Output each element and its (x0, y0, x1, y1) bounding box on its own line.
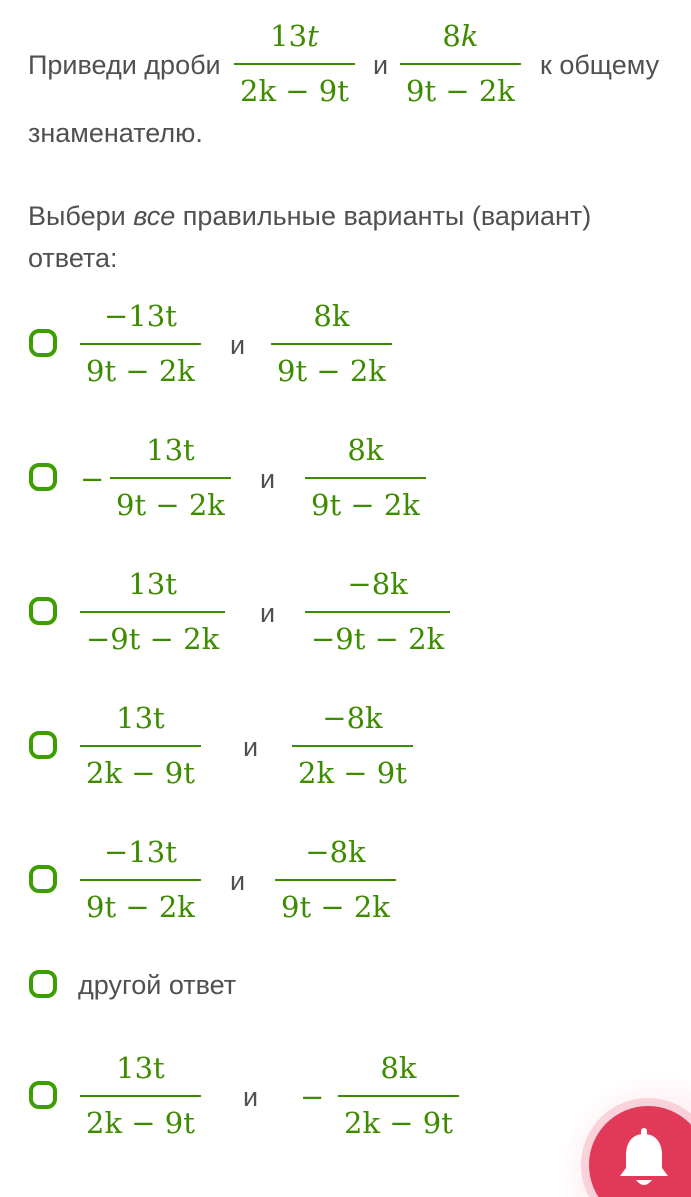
option-2-connector: и (260, 464, 276, 494)
denominator: 9t − 2k (277, 354, 386, 388)
task-suffix: к общему (540, 50, 660, 80)
numerator: −8k (322, 701, 383, 735)
option-4-connector: и (243, 732, 259, 762)
fraction-bar (275, 879, 396, 881)
fraction-bar (305, 477, 426, 479)
option-7-middle-minus: − (300, 1080, 325, 1114)
numerator: 13t (128, 567, 177, 601)
option-5-connector: и (230, 866, 246, 896)
task-fraction-1-denominator: 2k − 9t (240, 74, 349, 108)
option-3-fraction-2 (305, 564, 450, 659)
task-fraction-2-denominator: 9t − 2k (406, 74, 515, 108)
task-fraction-1-numerator: 13t (270, 19, 319, 53)
option-6-label[interactable]: другой ответ (78, 970, 237, 1000)
denominator: −9t − 2k (86, 622, 220, 656)
option-5-checkbox[interactable] (29, 865, 57, 893)
denominator: 2k − 9t (344, 1106, 453, 1140)
option-1-fraction-2 (271, 296, 392, 391)
denominator: 2k − 9t (86, 1106, 195, 1140)
numerator: 13t (116, 701, 165, 735)
option-6-checkbox[interactable] (29, 970, 57, 998)
option-1-connector: и (230, 330, 246, 360)
fraction-bar (400, 63, 521, 65)
fraction-bar (110, 477, 231, 479)
numerator: 13t (116, 1051, 165, 1085)
option-3-fraction-1 (80, 564, 225, 659)
denominator: 9t − 2k (86, 890, 195, 924)
numerator: −8k (347, 567, 408, 601)
fraction-bar (80, 879, 201, 881)
option-2-fraction-1 (110, 430, 231, 525)
fraction-bar (338, 1095, 459, 1097)
numerator: 8k (347, 433, 384, 467)
option-2-fraction-2 (305, 430, 426, 525)
instruction-line-2: ответа: (28, 243, 118, 273)
fraction-bar (271, 343, 392, 345)
option-3-checkbox[interactable] (29, 597, 57, 625)
option-7-fraction-2 (338, 1048, 459, 1143)
instruction-line-1: Выбери все правильные варианты (вариант) (28, 201, 592, 231)
fraction-bar (80, 343, 201, 345)
task-prefix: Приведи дроби (28, 50, 221, 80)
fraction-bar (80, 745, 201, 747)
option-4-checkbox[interactable] (29, 731, 57, 759)
denominator: 2k − 9t (86, 756, 195, 790)
fraction-bar (234, 63, 355, 65)
task-connector: и (373, 50, 389, 80)
numerator: −13t (104, 299, 177, 333)
option-7-fraction-1 (80, 1048, 201, 1143)
fraction-bar (305, 611, 450, 613)
denominator: 9t − 2k (311, 488, 420, 522)
bell-icon (615, 1128, 673, 1194)
task-line-2: знаменателю. (28, 118, 203, 148)
option-5-fraction-1 (80, 832, 201, 927)
fraction-bar (80, 611, 225, 613)
numerator: −13t (104, 835, 177, 869)
option-7-connector: и (243, 1082, 259, 1112)
denominator: −9t − 2k (311, 622, 445, 656)
numerator: 13t (146, 433, 195, 467)
denominator: 9t − 2k (86, 354, 195, 388)
denominator: 9t − 2k (281, 890, 390, 924)
task-fraction-1 (234, 16, 355, 111)
option-5-fraction-2 (275, 832, 396, 927)
numerator: 8k (313, 299, 350, 333)
option-1-fraction-1 (80, 296, 201, 391)
task-fraction-2-numerator: 8k (442, 19, 479, 53)
option-4-fraction-2 (292, 698, 413, 793)
task-fraction-2 (400, 16, 521, 111)
denominator: 2k − 9t (298, 756, 407, 790)
fraction-bar (80, 1095, 201, 1097)
option-4-fraction-1 (80, 698, 201, 793)
numerator: −8k (305, 835, 366, 869)
option-7-checkbox[interactable] (29, 1081, 57, 1109)
option-2-checkbox[interactable] (29, 463, 57, 491)
fraction-bar (292, 745, 413, 747)
option-3-connector: и (260, 598, 276, 628)
option-1-checkbox[interactable] (29, 329, 57, 357)
denominator: 9t − 2k (116, 488, 225, 522)
numerator: 8k (380, 1051, 417, 1085)
option-2-leading-minus: − (80, 462, 105, 496)
